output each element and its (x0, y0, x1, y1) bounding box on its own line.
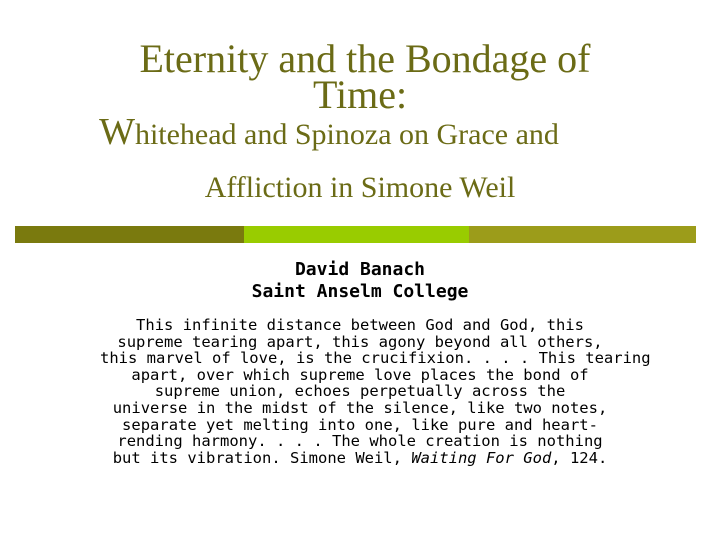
citation-prefix: but its vibration. Simone Weil, (112, 448, 412, 467)
title-line-3 (0, 112, 720, 155)
author-name: David Banach (294, 259, 426, 280)
slide-title (0, 36, 720, 205)
title-line-3-initial: W (99, 111, 135, 153)
page-reference: , 124. (551, 448, 608, 467)
quote-citation-line (100, 450, 620, 467)
author-affiliation: Saint Anselm College (251, 281, 469, 302)
divider-segment-middle (244, 226, 469, 243)
epigraph-quote (100, 316, 651, 467)
quote-line: apart, over which supreme love places the bond of (131, 365, 589, 384)
title-line-3-rest: hitehead and Spinoza on Grace and (134, 118, 559, 151)
quote-line: separate yet melting into one, like pure and heart- (122, 415, 598, 434)
title-line-2: Time: (312, 72, 408, 117)
quote-line: supreme tearing apart, this agony beyond all others, (117, 332, 603, 351)
title-line-1: Eternity and the Bondage of (139, 36, 591, 81)
divider-segment-left (15, 226, 244, 243)
divider-segment-right (469, 226, 696, 243)
quote-line: this marvel of love, is the crucifixion. . . . This tearing (100, 349, 651, 368)
quote-line: universe in the midst of the silence, like two notes, (112, 398, 608, 417)
quote-line: supreme union, echoes perpetually across the (154, 382, 566, 401)
quote-line: rending harmony. . . . The whole creation is nothing (117, 432, 603, 451)
title-line-4: Affliction in Simone Weil (204, 171, 516, 204)
source-title: Waiting For God (411, 448, 552, 467)
author-block (0, 259, 720, 303)
title-divider-bar (15, 226, 696, 243)
quote-line: This infinite distance between God and God, this (136, 316, 584, 334)
